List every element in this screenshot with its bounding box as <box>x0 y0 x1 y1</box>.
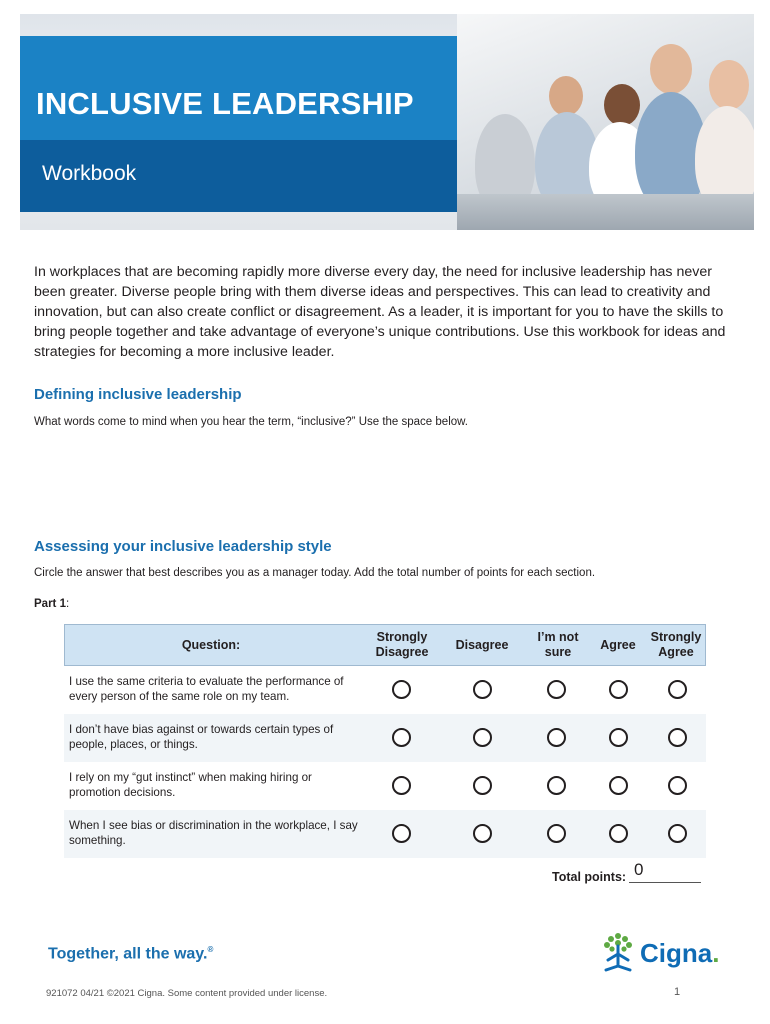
radio-disagree[interactable] <box>473 680 492 699</box>
tagline-mark: ® <box>207 945 214 954</box>
part-label-colon: : <box>65 598 70 610</box>
page-title: INCLUSIVE LEADERSHIP <box>36 86 414 121</box>
title-block <box>20 36 457 140</box>
radio-disagree[interactable] <box>473 776 492 795</box>
radio-not-sure[interactable] <box>547 680 566 699</box>
radio-strongly-disagree[interactable] <box>392 824 411 843</box>
col-strongly-agree: Strongly Agree <box>650 630 702 659</box>
radio-agree[interactable] <box>609 776 628 795</box>
defining-prompt: What words come to mind when you hear the term, “inclusive?” Use the space below. <box>34 416 469 428</box>
total-points-value[interactable]: 0 <box>634 860 644 879</box>
section-heading-defining: Defining inclusive leadership <box>34 386 242 403</box>
question-header: Question: <box>181 637 241 652</box>
hero-table <box>457 194 754 230</box>
radio-strongly-disagree[interactable] <box>392 728 411 747</box>
col-agree: Agree <box>600 637 636 652</box>
table-row <box>64 810 706 858</box>
total-points-underline <box>629 882 701 883</box>
radio-strongly-disagree[interactable] <box>392 776 411 795</box>
page-number: 1 <box>674 986 681 998</box>
cigna-logo-mark: . <box>712 938 720 968</box>
table-row <box>64 714 706 762</box>
col-not-sure: I’m not sure <box>537 630 579 659</box>
intro-paragraph: In workplaces that are becoming rapidly more diverse every day, the need for inclusive leadership has never been greater. Diverse people bring with them diverse ideas and perspectives. This can lead to creativity and innovation, but can also create conflict or disagreement. As a leader, it is important for you to have the skills to bring people together and take advantage of everyone’s unique contributions. Use this workbook for ideas and strategies for becoming a more inclusive leader. <box>34 264 726 360</box>
part-label <box>34 598 69 610</box>
radio-disagree[interactable] <box>473 728 492 747</box>
radio-strongly-agree[interactable] <box>668 728 687 747</box>
radio-not-sure[interactable] <box>547 776 566 795</box>
assessing-instructions: Circle the answer that best describes you as a manager today. Add the total number of points for each section. <box>34 567 596 579</box>
row-question: When I see bias or discrimination in the workplace, I say something. <box>69 819 358 847</box>
section-heading-assessing: Assessing your inclusive leadership style <box>34 538 332 555</box>
col-strongly-disagree: Strongly Disagree <box>375 630 429 659</box>
radio-strongly-agree[interactable] <box>668 824 687 843</box>
cigna-logo-text: Cigna <box>640 938 713 968</box>
radio-disagree[interactable] <box>473 824 492 843</box>
table-row <box>64 666 706 714</box>
radio-strongly-agree[interactable] <box>668 776 687 795</box>
subtitle-block <box>20 140 457 212</box>
part-label-text: Part 1 <box>34 598 66 610</box>
radio-strongly-disagree[interactable] <box>392 680 411 699</box>
radio-not-sure[interactable] <box>547 728 566 747</box>
tagline-text: Together, all the way. <box>48 945 208 963</box>
total-points-label: Total points: <box>552 870 627 884</box>
row-question: I rely on my “gut instinct” when making hiring or promotion decisions. <box>69 771 312 799</box>
radio-not-sure[interactable] <box>547 824 566 843</box>
legal-footer: 921072 04/21 ©2021 Cigna. Some content provided under license. <box>46 988 328 999</box>
row-question: I don’t have bias against or towards certain types of people, places, or things. <box>69 723 334 751</box>
page-subtitle: Workbook <box>42 162 137 185</box>
radio-agree[interactable] <box>609 824 628 843</box>
radio-agree[interactable] <box>609 680 628 699</box>
col-disagree: Disagree <box>455 637 509 652</box>
radio-agree[interactable] <box>609 728 628 747</box>
row-question: I use the same criteria to evaluate the performance of every person of the same role on my team. <box>69 675 344 703</box>
radio-strongly-agree[interactable] <box>668 680 687 699</box>
table-row <box>64 762 706 810</box>
table-header <box>64 624 706 666</box>
cigna-logo <box>640 938 719 969</box>
tagline <box>48 945 213 963</box>
